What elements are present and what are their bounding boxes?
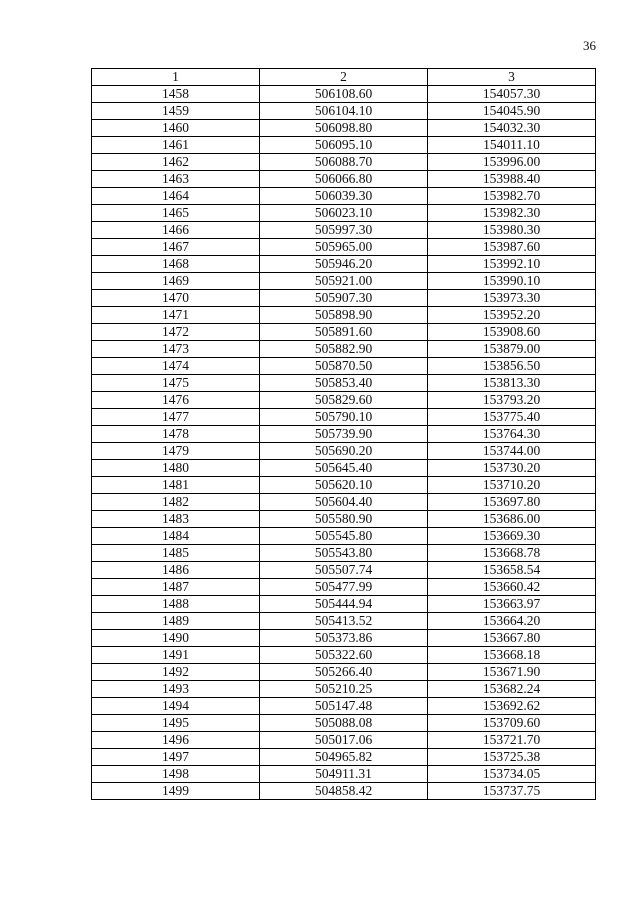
table-cell: 1499 — [92, 783, 260, 800]
table-row — [92, 120, 596, 137]
table-cell: 153668.18 — [428, 647, 596, 664]
table-cell: 506108.60 — [260, 86, 428, 103]
table-cell: 506039.30 — [260, 188, 428, 205]
table-cell: 153990.10 — [428, 273, 596, 290]
table-cell: 1488 — [92, 596, 260, 613]
table-row — [92, 460, 596, 477]
header-row — [92, 69, 596, 86]
table-cell: 505477.99 — [260, 579, 428, 596]
table-row — [92, 766, 596, 783]
table-cell: 153660.42 — [428, 579, 596, 596]
table-cell: 153737.75 — [428, 783, 596, 800]
table-row — [92, 409, 596, 426]
table-row — [92, 86, 596, 103]
table-cell: 1490 — [92, 630, 260, 647]
table-cell: 153856.50 — [428, 358, 596, 375]
table-cell: 154011.10 — [428, 137, 596, 154]
table-cell: 505946.20 — [260, 256, 428, 273]
table-row — [92, 681, 596, 698]
table-row — [92, 647, 596, 664]
table-cell: 153686.00 — [428, 511, 596, 528]
table-cell: 505444.94 — [260, 596, 428, 613]
table-row — [92, 307, 596, 324]
table-cell: 1493 — [92, 681, 260, 698]
table-cell: 153988.40 — [428, 171, 596, 188]
coordinates-table — [91, 68, 596, 800]
table-cell: 505921.00 — [260, 273, 428, 290]
table-cell: 153775.40 — [428, 409, 596, 426]
table-cell: 1478 — [92, 426, 260, 443]
table-cell: 153982.70 — [428, 188, 596, 205]
table-row — [92, 375, 596, 392]
table-row — [92, 443, 596, 460]
table-row — [92, 171, 596, 188]
table-cell: 1492 — [92, 664, 260, 681]
table-cell: 506098.80 — [260, 120, 428, 137]
table-cell: 505147.48 — [260, 698, 428, 715]
table-row — [92, 205, 596, 222]
table-cell: 506104.10 — [260, 103, 428, 120]
table-cell: 504858.42 — [260, 783, 428, 800]
table-header — [92, 69, 596, 86]
table-cell: 505210.25 — [260, 681, 428, 698]
table-cell: 153710.20 — [428, 477, 596, 494]
page-number: 36 — [583, 38, 596, 53]
table-cell: 1468 — [92, 256, 260, 273]
table-row — [92, 239, 596, 256]
table-row — [92, 749, 596, 766]
table-cell: 505543.80 — [260, 545, 428, 562]
table-cell: 153744.00 — [428, 443, 596, 460]
table-cell: 1487 — [92, 579, 260, 596]
table-row — [92, 137, 596, 154]
column-header: 3 — [428, 69, 596, 86]
table-cell: 1460 — [92, 120, 260, 137]
table-row — [92, 613, 596, 630]
table-cell: 506095.10 — [260, 137, 428, 154]
table-cell: 1479 — [92, 443, 260, 460]
table-row — [92, 341, 596, 358]
table-cell: 1471 — [92, 307, 260, 324]
table-cell: 153692.62 — [428, 698, 596, 715]
table-cell: 1462 — [92, 154, 260, 171]
table-cell: 1472 — [92, 324, 260, 341]
table-row — [92, 596, 596, 613]
table-cell: 505580.90 — [260, 511, 428, 528]
table-row — [92, 188, 596, 205]
table-cell: 505017.06 — [260, 732, 428, 749]
table-row — [92, 664, 596, 681]
table-cell: 153764.30 — [428, 426, 596, 443]
table-cell: 504965.82 — [260, 749, 428, 766]
table-cell: 153663.97 — [428, 596, 596, 613]
table-cell: 505870.50 — [260, 358, 428, 375]
table-cell: 505790.10 — [260, 409, 428, 426]
table-cell: 505620.10 — [260, 477, 428, 494]
table-cell: 153734.05 — [428, 766, 596, 783]
table-row — [92, 511, 596, 528]
table-row — [92, 358, 596, 375]
table-cell: 153980.30 — [428, 222, 596, 239]
table-cell: 505907.30 — [260, 290, 428, 307]
table-cell: 1470 — [92, 290, 260, 307]
table-cell: 153669.30 — [428, 528, 596, 545]
table-row — [92, 477, 596, 494]
table-cell: 153996.00 — [428, 154, 596, 171]
table-body — [92, 86, 596, 800]
table-row — [92, 545, 596, 562]
table-cell: 505645.40 — [260, 460, 428, 477]
table-cell: 1485 — [92, 545, 260, 562]
table-cell: 1477 — [92, 409, 260, 426]
table-cell: 153982.30 — [428, 205, 596, 222]
table-cell: 153813.30 — [428, 375, 596, 392]
table-cell: 1469 — [92, 273, 260, 290]
table-cell: 1489 — [92, 613, 260, 630]
table-cell: 1476 — [92, 392, 260, 409]
table-cell: 153721.70 — [428, 732, 596, 749]
table-row — [92, 154, 596, 171]
table-cell: 153952.20 — [428, 307, 596, 324]
table-cell: 1475 — [92, 375, 260, 392]
table-row — [92, 290, 596, 307]
table-cell: 505853.40 — [260, 375, 428, 392]
table-cell: 1497 — [92, 749, 260, 766]
table-row — [92, 630, 596, 647]
table-cell: 153697.80 — [428, 494, 596, 511]
table-cell: 153709.60 — [428, 715, 596, 732]
table-cell: 1474 — [92, 358, 260, 375]
table-cell: 1483 — [92, 511, 260, 528]
table-cell: 1473 — [92, 341, 260, 358]
table-cell: 153793.20 — [428, 392, 596, 409]
table-row — [92, 562, 596, 579]
table-cell: 1498 — [92, 766, 260, 783]
table-row — [92, 392, 596, 409]
table-cell: 153987.60 — [428, 239, 596, 256]
table-cell: 505829.60 — [260, 392, 428, 409]
table-cell: 505088.08 — [260, 715, 428, 732]
table-cell: 506088.70 — [260, 154, 428, 171]
table-cell: 153879.00 — [428, 341, 596, 358]
table-cell: 505965.00 — [260, 239, 428, 256]
table-cell: 153682.24 — [428, 681, 596, 698]
table-cell: 505322.60 — [260, 647, 428, 664]
table-cell: 505997.30 — [260, 222, 428, 239]
table-cell: 505545.80 — [260, 528, 428, 545]
table-cell: 153725.38 — [428, 749, 596, 766]
table-cell: 504911.31 — [260, 766, 428, 783]
table-cell: 1496 — [92, 732, 260, 749]
column-header: 1 — [92, 69, 260, 86]
table-cell: 1486 — [92, 562, 260, 579]
table-row — [92, 426, 596, 443]
table-cell: 153668.78 — [428, 545, 596, 562]
table-cell: 505413.52 — [260, 613, 428, 630]
table-cell: 153730.20 — [428, 460, 596, 477]
table-row — [92, 222, 596, 239]
table-row — [92, 715, 596, 732]
table-row — [92, 698, 596, 715]
table-cell: 505898.90 — [260, 307, 428, 324]
table-cell: 153992.10 — [428, 256, 596, 273]
table-cell: 1481 — [92, 477, 260, 494]
table-cell: 153908.60 — [428, 324, 596, 341]
table-cell: 1467 — [92, 239, 260, 256]
table-cell: 1494 — [92, 698, 260, 715]
column-header: 2 — [260, 69, 428, 86]
table-cell: 1464 — [92, 188, 260, 205]
table-cell: 1495 — [92, 715, 260, 732]
table-row — [92, 528, 596, 545]
table-cell: 1484 — [92, 528, 260, 545]
table-row — [92, 273, 596, 290]
table-cell: 1461 — [92, 137, 260, 154]
table-cell: 1463 — [92, 171, 260, 188]
table-cell: 153658.54 — [428, 562, 596, 579]
table-cell: 154045.90 — [428, 103, 596, 120]
table-row — [92, 256, 596, 273]
table-cell: 505266.40 — [260, 664, 428, 681]
table-cell: 505739.90 — [260, 426, 428, 443]
table-row — [92, 494, 596, 511]
table-cell: 1465 — [92, 205, 260, 222]
table-cell: 505604.40 — [260, 494, 428, 511]
table-cell: 153671.90 — [428, 664, 596, 681]
table-cell: 153664.20 — [428, 613, 596, 630]
table-cell: 506023.10 — [260, 205, 428, 222]
table-cell: 1491 — [92, 647, 260, 664]
table-cell: 1458 — [92, 86, 260, 103]
table-cell: 1466 — [92, 222, 260, 239]
table-row — [92, 103, 596, 120]
table-cell: 153973.30 — [428, 290, 596, 307]
table-cell: 505373.86 — [260, 630, 428, 647]
table-cell: 154032.30 — [428, 120, 596, 137]
table-cell: 505882.90 — [260, 341, 428, 358]
table-cell: 153667.80 — [428, 630, 596, 647]
table-cell: 505891.60 — [260, 324, 428, 341]
table-cell: 505507.74 — [260, 562, 428, 579]
table-cell: 505690.20 — [260, 443, 428, 460]
table-row — [92, 324, 596, 341]
table-row — [92, 579, 596, 596]
table-row — [92, 732, 596, 749]
table-cell: 1459 — [92, 103, 260, 120]
table-cell: 154057.30 — [428, 86, 596, 103]
table-cell: 1482 — [92, 494, 260, 511]
table-cell: 1480 — [92, 460, 260, 477]
table-row — [92, 783, 596, 800]
table-cell: 506066.80 — [260, 171, 428, 188]
